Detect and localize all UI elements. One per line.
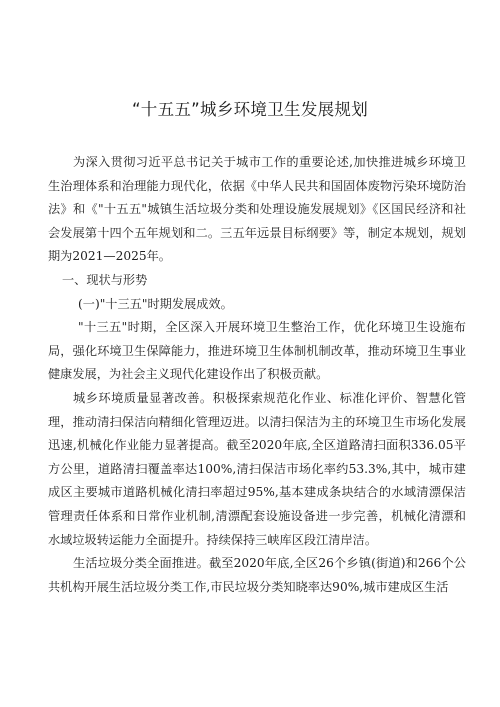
waste-sorting-paragraph: 生活垃圾分类全面推进。截至2020年底,全区26个乡镇(街道)和266个公共机构开展生活垃圾分类工作,市民垃圾分类知晓率达90%,城市建成区生活 [48, 556, 466, 594]
achievement-paragraph: "十三五"时期，全区深入开展环境卫生整治工作，优化环境卫生设施布局，强化环境卫生保障能力，推进环境卫生体制机制改革，推动环境卫生事业健康发展，为社会主义现代化建设作出了积极贡献。 [48, 320, 466, 382]
document-body [48, 151, 466, 599]
environment-quality-paragraph: 城乡环境质量显著改善。积极探索规范化作业、标准化评价、智慧化管理，推动清扫保洁向精细化管理迈进。以清扫保洁为主的环境卫生市场化发展迅速,机械化作业能力显著提高。截至2020年底,全区道路清扫面积336.05平方公里，道路清扫覆盖率达100%,清扫保洁市场化率约53.3%,其中，城市建成区主要城市道路机械化清扫率超过95%,基本建成条块结合的水域清漂保洁管理责任体系和日常作业机制,清漂配套设施设备进一步完善，机械化清漂和水域垃圾转运能力全面提升。持续保持三峡库区段江清岸洁。 [48, 390, 466, 547]
section-heading: 一、现状与形势 [62, 272, 148, 287]
intro-paragraph: 为深入贯彻习近平总书记关于城市工作的重要论述,加快推进城乡环境卫生治理体系和治理能力现代化，依据《中华人民共和国固体废物污染环境防治法》和《"十五五"城镇生活垃圾分类和处理设施发展规划》《区国民经济和社会发展第十四个五年规划和二。三五年远景目标纲要》等，制定本规划，规划期为2021—2025年。 [48, 155, 466, 264]
subsection-heading: (一)"十三五"时期发展成效。 [78, 296, 233, 311]
document-title: “十五五”城乡环境卫生发展规划 [131, 100, 369, 119]
